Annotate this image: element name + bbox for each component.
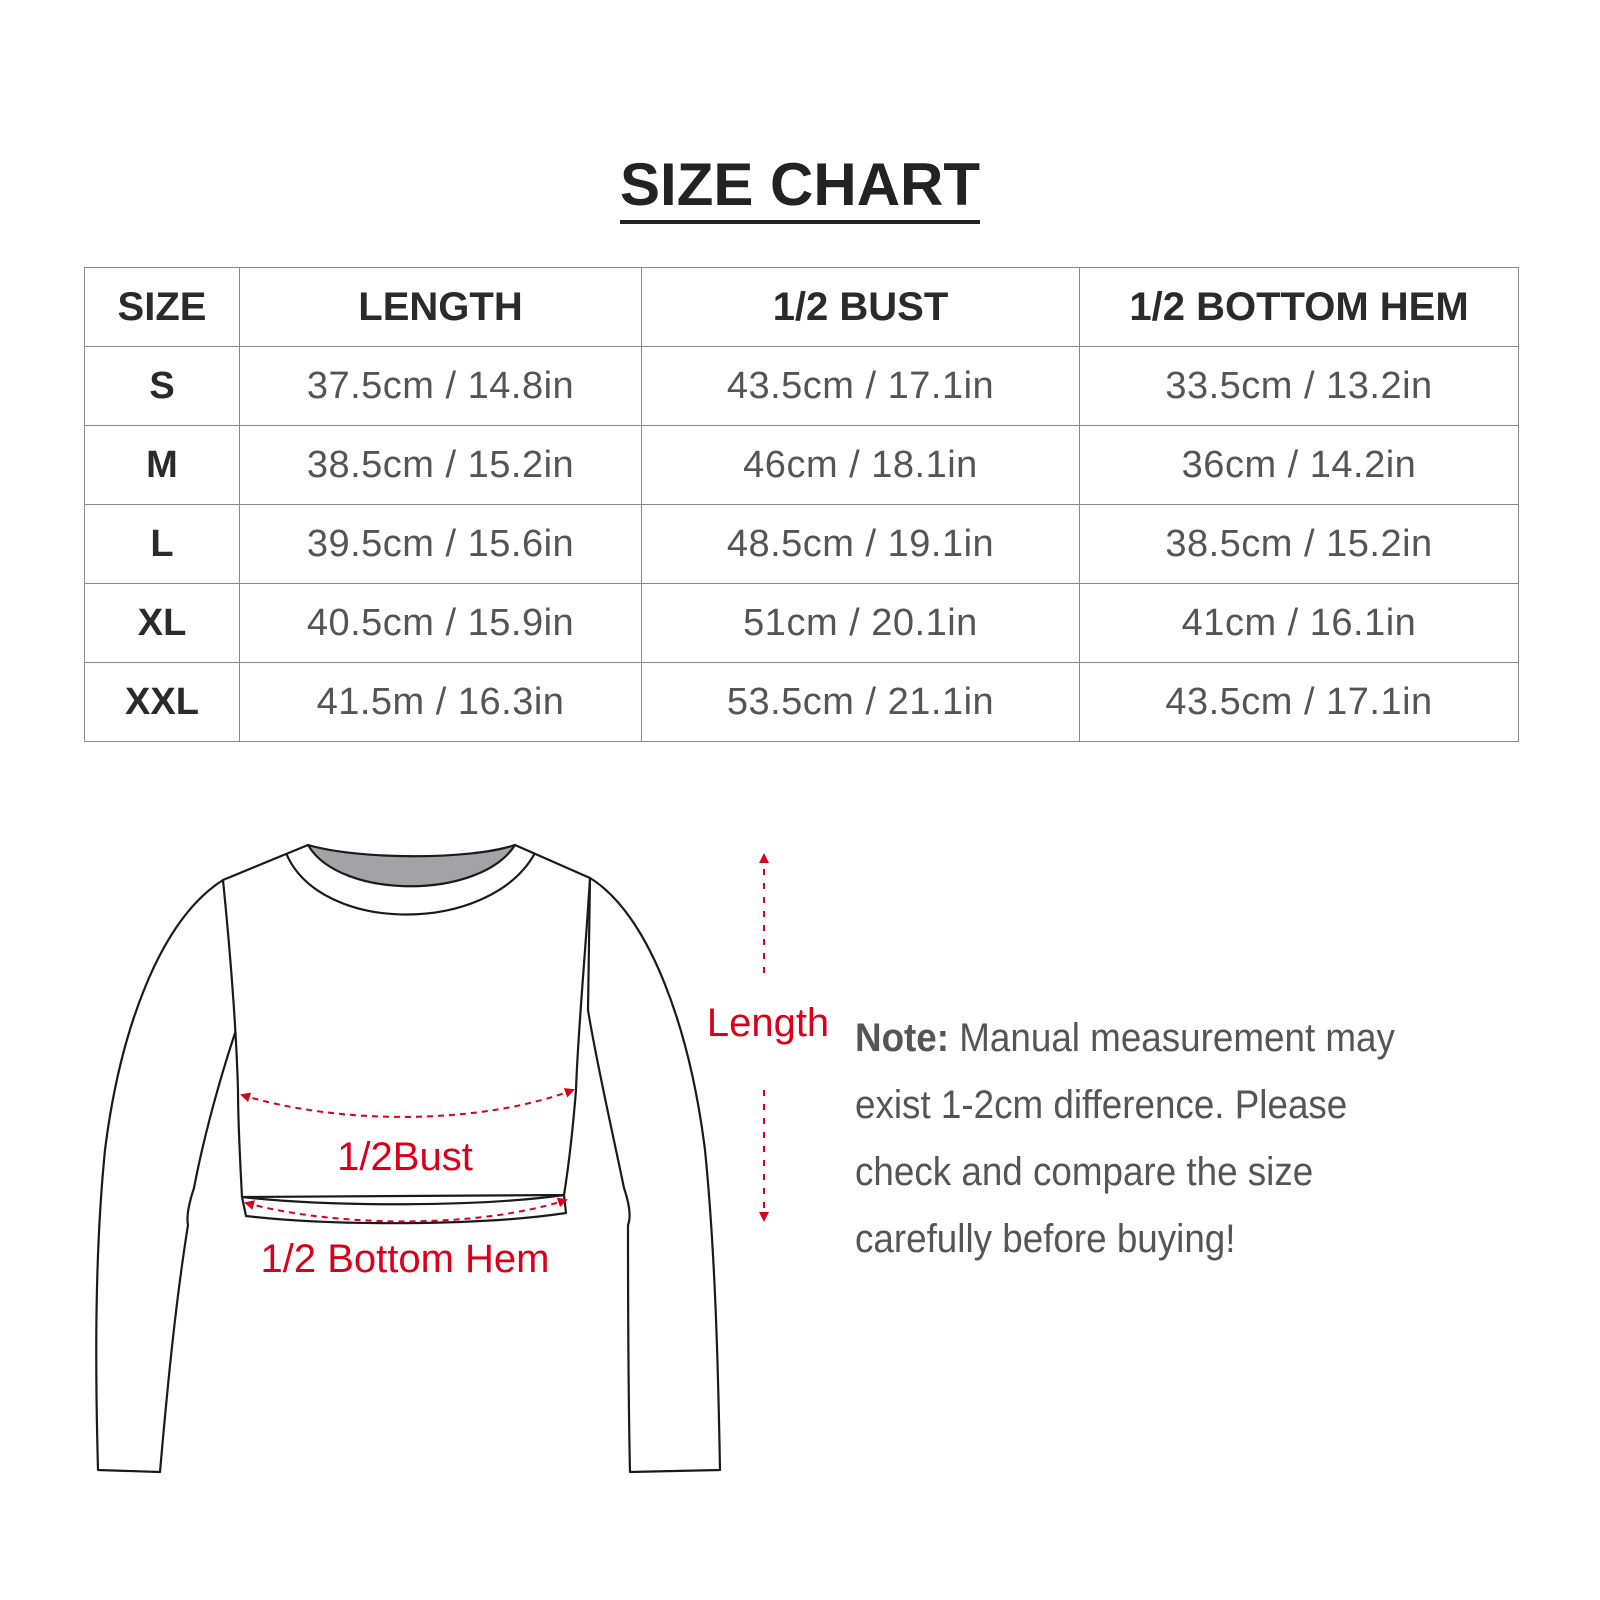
note-text: Manual measurement may exist 1-2cm difference. Please check and compare the size carefully before buying! bbox=[855, 1016, 1395, 1261]
length-measurement bbox=[707, 855, 829, 1220]
table-row bbox=[85, 505, 1519, 584]
size-chart-title-wrap bbox=[0, 150, 1600, 224]
bust-cell: 53.5cm / 21.1in bbox=[642, 663, 1080, 742]
hem-label: 1/2 Bottom Hem bbox=[260, 1237, 550, 1281]
table-row bbox=[85, 347, 1519, 426]
size-cell: S bbox=[85, 347, 240, 426]
size-cell: M bbox=[85, 426, 240, 505]
size-cell: XXL bbox=[85, 663, 240, 742]
right-sleeve bbox=[588, 878, 720, 1472]
size-chart-title: SIZE CHART bbox=[620, 150, 980, 224]
length-cell: 40.5cm / 15.9in bbox=[240, 584, 642, 663]
bust-cell: 46cm / 18.1in bbox=[642, 426, 1080, 505]
left-sleeve bbox=[96, 880, 243, 1472]
length-cell: 38.5cm / 15.2in bbox=[240, 426, 642, 505]
hem-cell: 33.5cm / 13.2in bbox=[1080, 347, 1519, 426]
length-cell: 37.5cm / 14.8in bbox=[240, 347, 642, 426]
table-row bbox=[85, 584, 1519, 663]
note-prefix: Note: bbox=[855, 1016, 950, 1060]
size-cell: L bbox=[85, 505, 240, 584]
size-table bbox=[84, 267, 1519, 742]
table-row bbox=[85, 426, 1519, 505]
hem-cell: 36cm / 14.2in bbox=[1080, 426, 1519, 505]
table-header-row bbox=[85, 268, 1519, 347]
header-bottom-hem: 1/2 BOTTOM HEM bbox=[1080, 268, 1519, 347]
bust-cell: 51cm / 20.1in bbox=[642, 584, 1080, 663]
measurement-note bbox=[855, 1005, 1444, 1273]
header-length: LENGTH bbox=[240, 268, 642, 347]
hem-cell: 43.5cm / 17.1in bbox=[1080, 663, 1519, 742]
hem-band bbox=[242, 1195, 566, 1223]
length-cell: 41.5m / 16.3in bbox=[240, 663, 642, 742]
bust-cell: 48.5cm / 19.1in bbox=[642, 505, 1080, 584]
length-label: Length bbox=[706, 1001, 830, 1045]
length-cell: 39.5cm / 15.6in bbox=[240, 505, 642, 584]
size-cell: XL bbox=[85, 584, 240, 663]
header-size: SIZE bbox=[85, 268, 240, 347]
hem-cell: 41cm / 16.1in bbox=[1080, 584, 1519, 663]
bust-cell: 43.5cm / 17.1in bbox=[642, 347, 1080, 426]
garment-diagram bbox=[0, 820, 860, 1500]
header-bust: 1/2 BUST bbox=[642, 268, 1080, 347]
table-row bbox=[85, 663, 1519, 742]
bust-label: 1/2Bust bbox=[337, 1135, 473, 1179]
hem-cell: 38.5cm / 15.2in bbox=[1080, 505, 1519, 584]
